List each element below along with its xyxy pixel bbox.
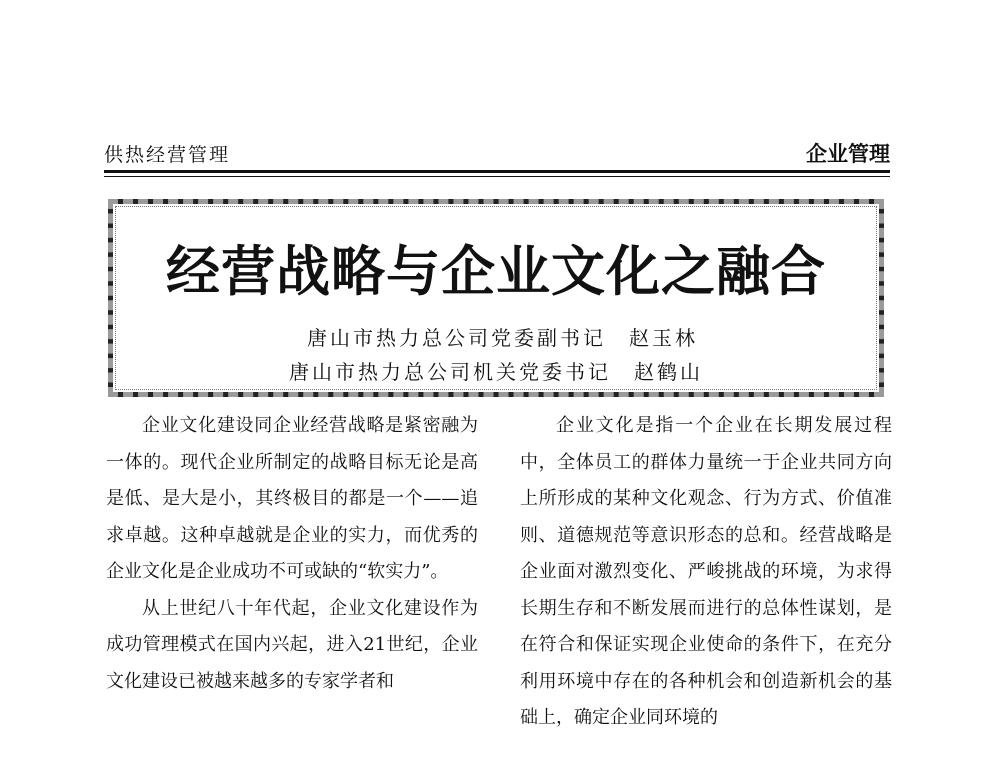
article-title: 经营战略与企业文化之融合 [166, 239, 826, 303]
paragraph: 从上世纪八十年代起，企业文化建设作为成功管理模式在国内兴起，进入21世纪，企业文化建设已被越来越多的专家学者和 [106, 597, 478, 692]
page-header [104, 134, 890, 170]
section-name: 供热经营管理 [104, 144, 231, 166]
paragraph: 企业文化是指一个企业在长期发展过程中，全体员工的群体力量统一于企业共同方向上所形成的某种文化观念、行为方式、价值准则、道德规范等意识形态的总和。经营战略是企业面对激烈变化、严峻挑战的环境，为求得长期生存和不断发展而进行的总体性谋划，是在符合和保证实现企业使命的条件下，在充分利用环境中存在的各种机会和创造新机会的基础上，确定企业同环境的 [520, 415, 892, 728]
header-rule-thin [104, 176, 890, 177]
body-column-right [520, 408, 892, 737]
author-line-1: 唐山市热力总公司党委副书记 赵玉林 [307, 326, 698, 350]
header-rule-thick [104, 170, 890, 173]
paragraph: 企业文化建设同企业经营战略是紧密融为一体的。现代企业所制定的战略目标无论是高是低、是大是小，其终极目的都是一个——追求卓越。这种卓越就是企业的实力，而优秀的企业文化是企业成功不可或缺的“软实力”。 [106, 415, 478, 582]
body-column-left [106, 408, 478, 700]
title-frame [108, 199, 884, 397]
column-name: 企业管理 [806, 142, 890, 166]
author-line-2: 唐山市热力总公司机关党委书记 赵鹤山 [289, 360, 703, 384]
